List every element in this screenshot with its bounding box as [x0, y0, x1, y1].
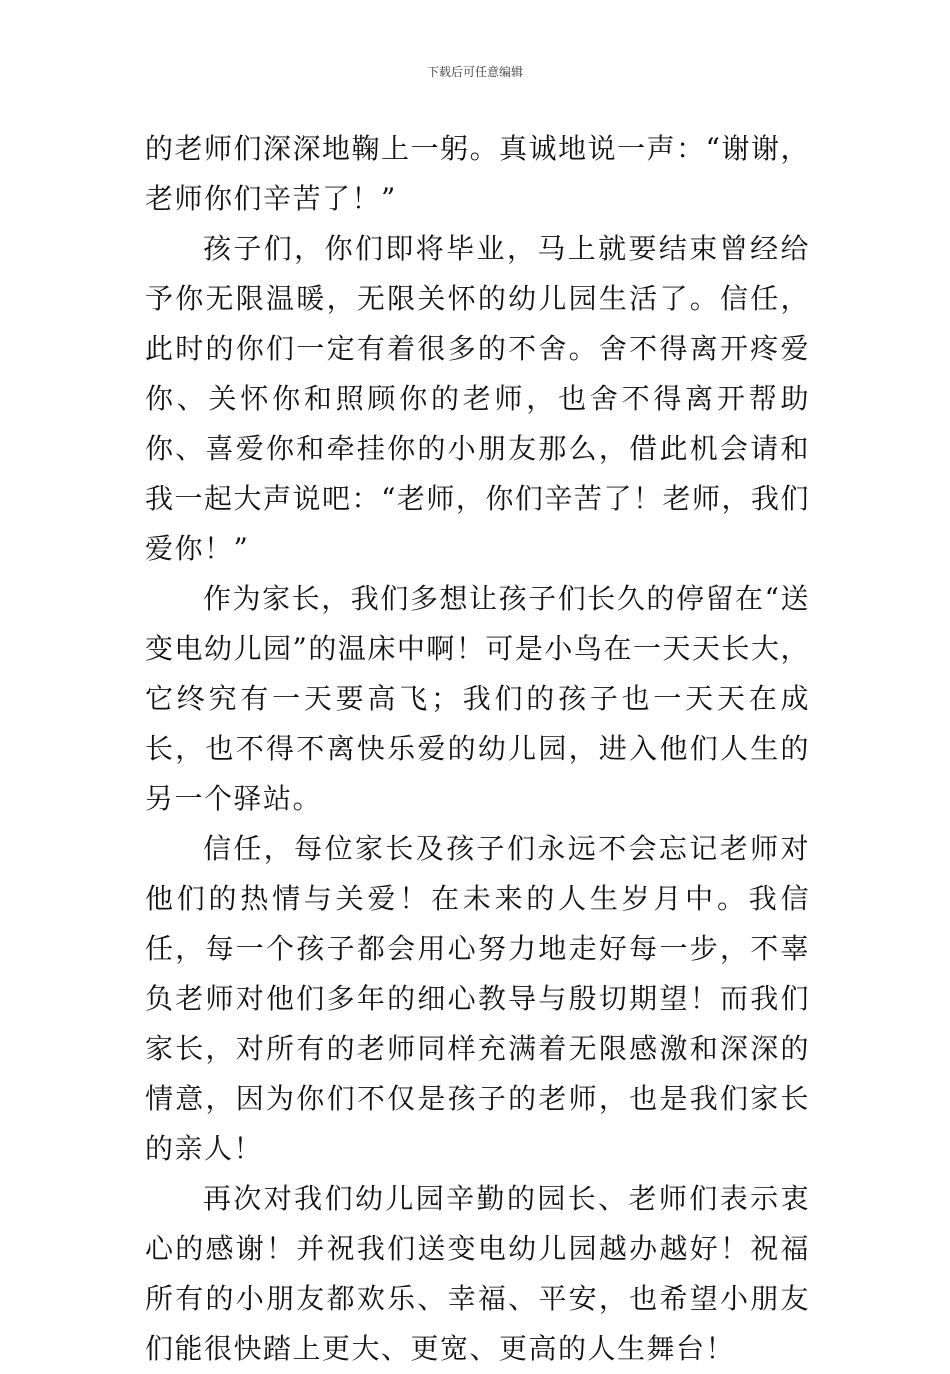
- document-body: [145, 124, 810, 1374]
- page-header-note: 下载后可任意编辑: [426, 65, 523, 79]
- paragraph-3: 作为家长，我们多想让孩子们长久的停留在“送变电幼儿园”的温床中啊！可是小鸟在一天天长大，它终究有一天要高飞；我们的孩子也一天天在成长，也不得不离快乐爱的幼儿园，进入他们人生的另一个驿站。: [145, 582, 810, 815]
- paragraph-4: 信任，每位家长及孩子们永远不会忘记老师对他们的热情与关爱！在未来的人生岁月中。我信任，每一个孩子都会用心努力地走好每一步，不辜负老师对他们多年的细心教导与殷切期望！而我们家长，对所有的老师同样充满着无限感激和深深的情意，因为你们不仅是孩子的老师，也是我们家长的亲人！: [145, 832, 810, 1165]
- paragraph-1: 的老师们深深地鞠上一躬。真诚地说一声：“谢谢，老师你们辛苦了！”: [145, 132, 810, 215]
- paragraph-5: 再次对我们幼儿园辛勤的园长、老师们表示衷心的感谢！并祝我们送变电幼儿园越办越好！祝福所有的小朋友都欢乐、幸福、平安，也希望小朋友们能很快踏上更大、更宽、更高的人生舞台！: [145, 1182, 810, 1365]
- paragraph-2: 孩子们，你们即将毕业，马上就要结束曾经给予你无限温暖，无限关怀的幼儿园生活了。信任，此时的你们一定有着很多的不舍。舍不得离开疼爱你、关怀你和照顾你的老师，也舍不得离开帮助你、喜爱你和牵挂你的小朋友那么，借此机会请和我一起大声说吧：“老师，你们辛苦了！老师，我们爱你！”: [145, 232, 810, 565]
